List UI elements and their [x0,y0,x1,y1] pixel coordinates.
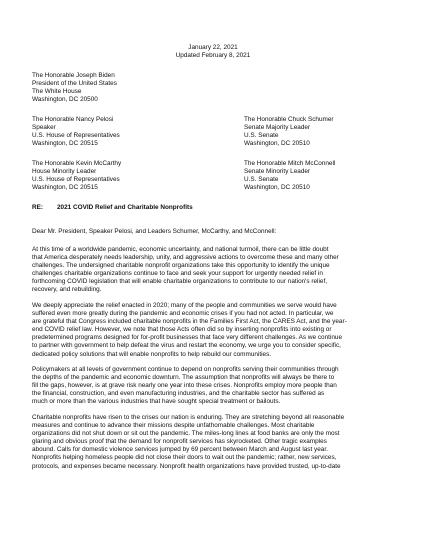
addressee-name: The Honorable Joseph Biden [32,72,115,79]
paragraph-line: are grateful that Congress included charitable nonprofits in the Families First Act, the CARES Act, and the year- [32,318,347,326]
addressee-name: The Honorable Chuck Schumer [244,116,334,123]
addressee-office: U.S. House of Representatives [32,132,120,139]
paragraph-line: glaring and obvious proof that the demand for nonprofit services has skyrocketed. Other tragic examples [32,438,327,446]
paragraph-line: the depths of the pandemic and economic downturn. The assumption that nonprofits will always be there to [32,374,335,382]
paragraph-line: suffered even more greatly during the pandemic and economic crises if you had not acted. In particular, we [32,310,334,318]
paragraph-line: predetermined programs designed for for-profit businesses that face very different challenges. As we continue [32,334,342,342]
paragraph-line: challenges. The undersigned charitable nonprofit organizations take this opportunity to identify the unique [32,262,330,270]
body-paragraph-3 [32,366,396,406]
addressee-title: Senate Majority Leader [244,124,311,131]
paragraph-line: At this time of a worldwide pandemic, economic uncertainty, and national turmoil, there can be little doubt [32,246,329,253]
paragraph-line: We deeply appreciate the relief enacted in 2020; many of the people and communities we serve would have [32,302,337,309]
paragraph-line: Charitable nonprofits have risen to the crises our nation is enduring. They are stretching beyond all reasonable [32,414,345,421]
paragraph-line: measures and continue to advance their missions despite unfathomable challenges. Most charitable [32,422,315,430]
addressee-name: The Honorable Mitch McConnell [244,160,336,167]
paragraph-line: dedicated policy solutions that will enable nonprofits to help rebuild our communities. [32,350,272,358]
paragraph-line: end COVID relief law. However, we note that those Acts often did so by inserting nonprofits into existing or [32,326,332,334]
letter-updated-date: Updated February 8, 2021 [175,52,251,59]
body-paragraph-4 [32,414,396,471]
addressee-city: Washington, DC 20515 [32,140,98,147]
paragraph-line: Nonprofits helping homeless people did not close their doors to wait out the pandemic; rather, new services, [32,454,337,462]
addressee-city: Washington, DC 20510 [244,140,310,147]
paragraph-line: the financial, construction, and even manufacturing industries, and the charitable sector has suffered as [32,390,325,398]
addressee-title: Senate Minority Leader [244,168,311,175]
addressee-name: The Honorable Nancy Pelosi [32,116,114,123]
addressee-title: Speaker [32,124,56,131]
paragraph-line: forthcoming COVID legislation that will enable charitable organizations to contribute to our nation's relief, [32,278,327,286]
paragraph-line: to partner with government to help defeat the virus and restart the economy, we urge you to consider specific, [32,342,341,350]
re-subject: 2021 COVID Relief and Charitable Nonprofits [57,204,193,211]
paragraph-line: Policymakers at all levels of government continue to depend on nonprofits serving their communities through [32,366,339,373]
addressee-title: House Minority Leader [32,168,97,175]
paragraph-line: recovery, and rebuilding. [32,286,102,294]
addressee-office: U.S. Senate [244,176,279,183]
re-line [32,204,193,212]
addressee-city: Washington, DC 20500 [32,96,98,103]
paragraph-line: abound. Calls for domestic violence services jumped by 69 percent between March and August last year. [32,446,328,454]
addressee-office: The White House [32,88,82,95]
paragraph-line: organizations did not shut down or sit out the pandemic. The miles-long lines at food banks are only the most [32,430,340,438]
paragraph-line: that America desperately needs leadership, unity, and aggressive actions to overcome these and many other [32,254,339,262]
addressee-name: The Honorable Kevin McCarthy [32,160,122,167]
paragraph-line: fill the gaps, however, is at grave risk nearly one year into these crises. Nonprofits employ more people than [32,382,337,390]
addressee-city: Washington, DC 20510 [244,184,310,191]
re-label: RE: [32,204,44,211]
body-paragraph-2 [32,302,396,359]
paragraph-line: protocols, and expenses became necessary. Nonprofit health organizations have provided trusted, up-to-date [32,462,341,470]
salutation: Dear Mr. President, Speaker Pelosi, and Leaders Schumer, McCarthy, and McConnell: [32,228,277,235]
body-paragraph-1 [32,246,396,295]
addressee-title: President of the United States [32,80,117,87]
paragraph-line: much or more than the various industries that have sought special treatment or bailouts. [32,398,281,406]
letter-date: January 22, 2021 [188,44,238,51]
addressee-office: U.S. Senate [244,132,279,139]
addressee-office: U.S. House of Representatives [32,176,120,183]
paragraph-line: challenges charitable organizations continue to face and seek your support for urgently needed relief in [32,270,323,278]
addressee-city: Washington, DC 20515 [32,184,98,191]
